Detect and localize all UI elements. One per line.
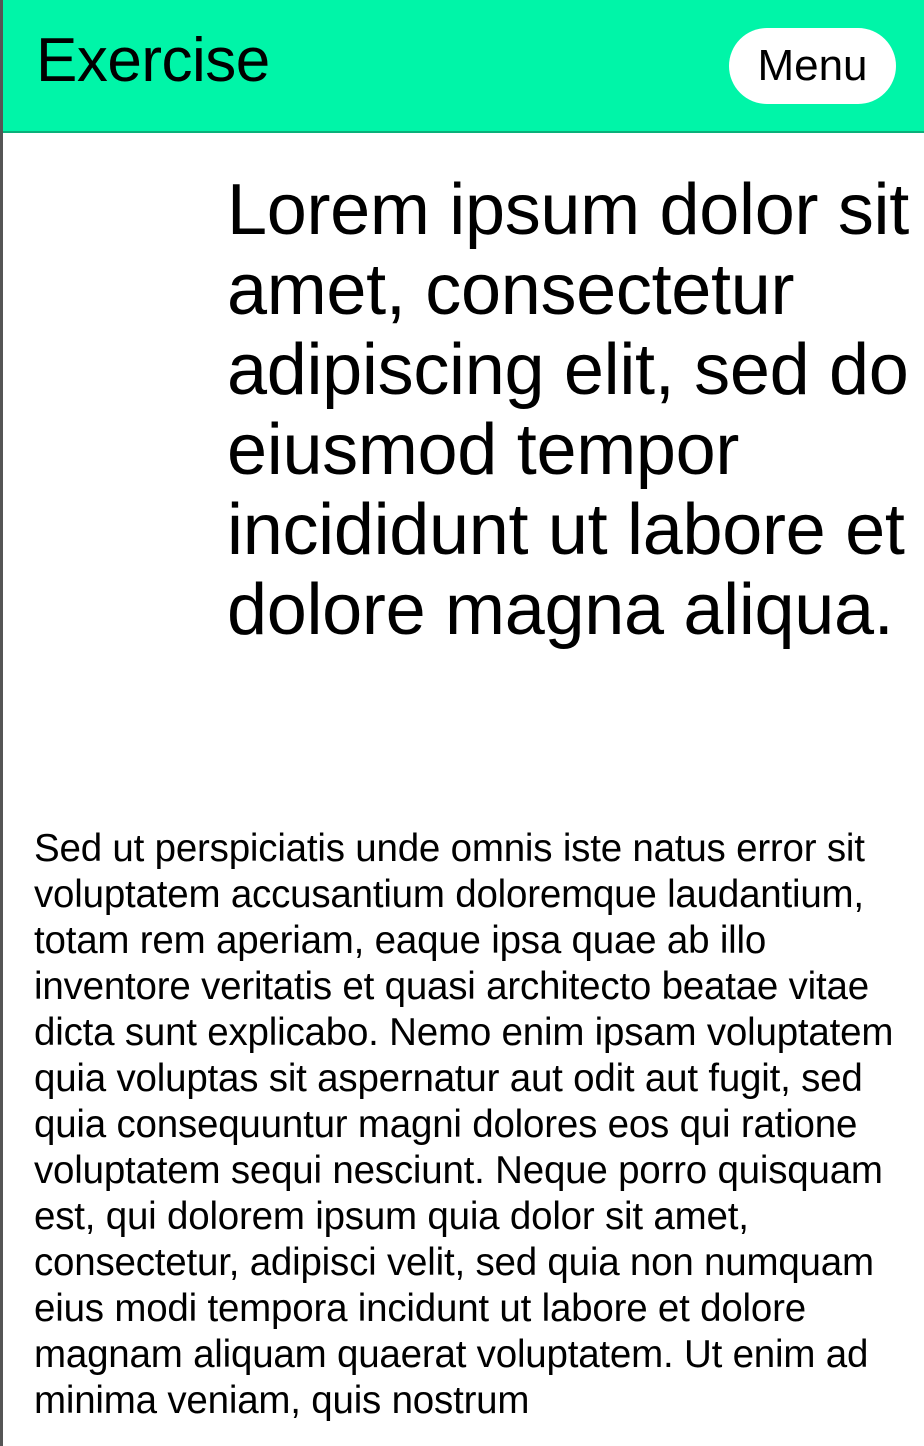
body-paragraph: Sed ut perspiciatis unde omnis iste natus error sit voluptatem accusantium doloremque laudantium, totam rem aperiam, eaque ipsa quae ab illo inventore veritatis et quasi architecto beatae vitae dicta sunt explicabo. Nemo enim ipsam voluptatem quia voluptas sit aspernatur aut odit aut fugit, sed quia consequuntur magni dolores eos qui ratione voluptatem sequi nesciunt. Neque porro quisquam est, qui dolorem ipsum quia dolor sit amet, consectetur, adipisci velit, sed quia non numquam eius modi tempora incidunt ut labore et dolore magnam aliquam quaerat voluptatem. Ut enim ad minima veniam, quis nostrum (34, 827, 894, 1422)
menu-button[interactable]: Menu (729, 28, 896, 104)
site-title: Exercise (36, 26, 270, 95)
site-header (3, 0, 924, 133)
page-headline: Lorem ipsum dolor sit amet, consectetur adipiscing elit, sed do eiusmod tempor incididunt ut labore et dolore magna aliqua. (227, 170, 909, 650)
